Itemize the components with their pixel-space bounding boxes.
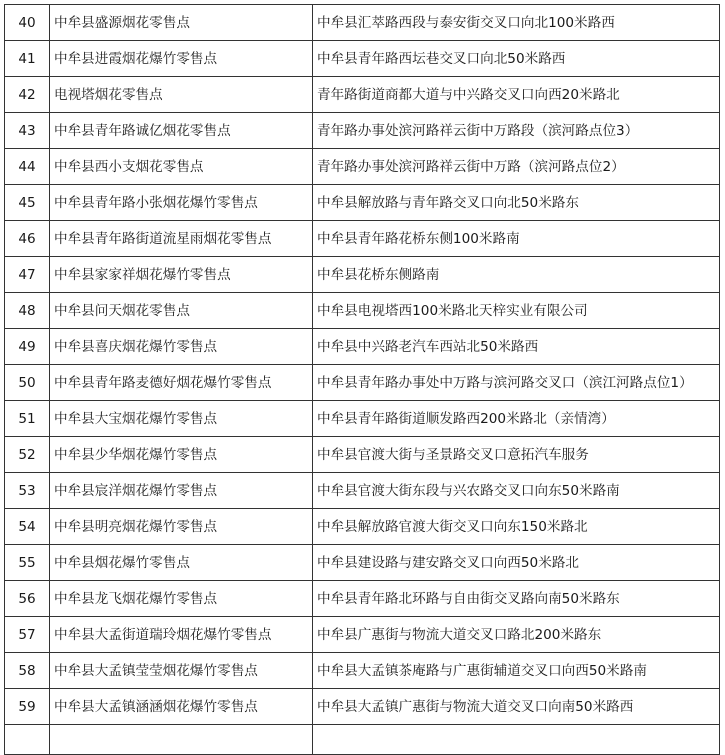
- row-number: 52: [5, 437, 50, 473]
- table-row: [5, 77, 720, 113]
- row-number: 47: [5, 257, 50, 293]
- retail-point-address: [313, 725, 720, 755]
- row-number: 45: [5, 185, 50, 221]
- table-row: [5, 221, 720, 257]
- table-row-partial: [5, 725, 720, 755]
- table-row: [5, 365, 720, 401]
- retail-point-name: 中牟县青年路诚亿烟花零售点: [50, 113, 313, 149]
- row-number: 42: [5, 77, 50, 113]
- retail-point-address: 中牟县青年路北环路与自由街交叉路向南50米路东: [313, 581, 720, 617]
- retail-point-name: 中牟县大宝烟花爆竹零售点: [50, 401, 313, 437]
- table-row: [5, 401, 720, 437]
- retail-point-name: 中牟县进霞烟花爆竹零售点: [50, 41, 313, 77]
- retail-point-name: [50, 725, 313, 755]
- retail-point-name: 中牟县青年路小张烟花爆竹零售点: [50, 185, 313, 221]
- table-body: [5, 5, 720, 755]
- row-number: 51: [5, 401, 50, 437]
- retail-point-name: 中牟县西小支烟花零售点: [50, 149, 313, 185]
- retail-point-address: 中牟县青年路街道顺发路西200米路北（亲情湾）: [313, 401, 720, 437]
- retail-point-name: 中牟县明亮烟花爆竹零售点: [50, 509, 313, 545]
- table-row: [5, 581, 720, 617]
- row-number: 49: [5, 329, 50, 365]
- retail-point-address: 中牟县青年路办事处中万路与滨河路交叉口（滨江河路点位1）: [313, 365, 720, 401]
- table-row: [5, 653, 720, 689]
- retail-point-address: 中牟县官渡大街与圣景路交叉口意拓汽车服务: [313, 437, 720, 473]
- table-row: [5, 617, 720, 653]
- retail-point-name: 中牟县烟花爆竹零售点: [50, 545, 313, 581]
- row-number: 44: [5, 149, 50, 185]
- row-number: 46: [5, 221, 50, 257]
- retail-point-name: 中牟县大孟镇莹莹烟花爆竹零售点: [50, 653, 313, 689]
- table-row: [5, 113, 720, 149]
- retail-points-table: [4, 4, 720, 755]
- retail-point-name: 中牟县大孟街道瑞玲烟花爆竹零售点: [50, 617, 313, 653]
- retail-point-address: 青年路街道商都大道与中兴路交叉口向西20米路北: [313, 77, 720, 113]
- retail-point-address: 青年路办事处滨河路祥云街中万路（滨河路点位2）: [313, 149, 720, 185]
- retail-point-name: 中牟县喜庆烟花爆竹零售点: [50, 329, 313, 365]
- row-number: 43: [5, 113, 50, 149]
- retail-point-name: 中牟县少华烟花爆竹零售点: [50, 437, 313, 473]
- table-row: [5, 185, 720, 221]
- table-row: [5, 509, 720, 545]
- table-row: [5, 257, 720, 293]
- row-number: 57: [5, 617, 50, 653]
- retail-point-name: 电视塔烟花零售点: [50, 77, 313, 113]
- retail-point-address: 青年路办事处滨河路祥云街中万路段（滨河路点位3）: [313, 113, 720, 149]
- row-number: 50: [5, 365, 50, 401]
- row-number: [5, 725, 50, 755]
- retail-point-address: 中牟县广惠街与物流大道交叉口路北200米路东: [313, 617, 720, 653]
- retail-point-address: 中牟县汇萃路西段与泰安街交叉口向北100米路西: [313, 5, 720, 41]
- retail-point-address: 中牟县建设路与建安路交叉口向西50米路北: [313, 545, 720, 581]
- retail-point-address: 中牟县青年路花桥东侧100米路南: [313, 221, 720, 257]
- row-number: 41: [5, 41, 50, 77]
- retail-point-address: 中牟县花桥东侧路南: [313, 257, 720, 293]
- retail-point-address: 中牟县电视塔西100米路北天梓实业有限公司: [313, 293, 720, 329]
- row-number: 48: [5, 293, 50, 329]
- table-row: [5, 437, 720, 473]
- row-number: 53: [5, 473, 50, 509]
- retail-point-name: 中牟县青年路麦德好烟花爆竹零售点: [50, 365, 313, 401]
- retail-point-address: 中牟县大孟镇广惠街与物流大道交叉口向南50米路西: [313, 689, 720, 725]
- retail-point-name: 中牟县盛源烟花零售点: [50, 5, 313, 41]
- table-row: [5, 149, 720, 185]
- row-number: 55: [5, 545, 50, 581]
- retail-point-address: 中牟县解放路官渡大街交叉口向东150米路北: [313, 509, 720, 545]
- retail-point-name: 中牟县问天烟花零售点: [50, 293, 313, 329]
- table-row: [5, 329, 720, 365]
- table-row: [5, 293, 720, 329]
- table-row: [5, 41, 720, 77]
- row-number: 59: [5, 689, 50, 725]
- table-row: [5, 545, 720, 581]
- row-number: 54: [5, 509, 50, 545]
- retail-point-name: 中牟县青年路街道流星雨烟花零售点: [50, 221, 313, 257]
- table-row: [5, 689, 720, 725]
- retail-point-address: 中牟县官渡大街东段与兴农路交叉口向东50米路南: [313, 473, 720, 509]
- retail-point-name: 中牟县家家祥烟花爆竹零售点: [50, 257, 313, 293]
- row-number: 40: [5, 5, 50, 41]
- retail-point-address: 中牟县大孟镇茶庵路与广惠街辅道交叉口向西50米路南: [313, 653, 720, 689]
- table-row: [5, 473, 720, 509]
- retail-point-name: 中牟县龙飞烟花爆竹零售点: [50, 581, 313, 617]
- row-number: 58: [5, 653, 50, 689]
- table-row: [5, 5, 720, 41]
- row-number: 56: [5, 581, 50, 617]
- retail-point-address: 中牟县中兴路老汽车西站北50米路西: [313, 329, 720, 365]
- retail-point-address: 中牟县解放路与青年路交叉口向北50米路东: [313, 185, 720, 221]
- retail-point-name: 中牟县大孟镇涵涵烟花爆竹零售点: [50, 689, 313, 725]
- retail-point-address: 中牟县青年路西坛巷交叉口向北50米路西: [313, 41, 720, 77]
- retail-point-name: 中牟县宸洋烟花爆竹零售点: [50, 473, 313, 509]
